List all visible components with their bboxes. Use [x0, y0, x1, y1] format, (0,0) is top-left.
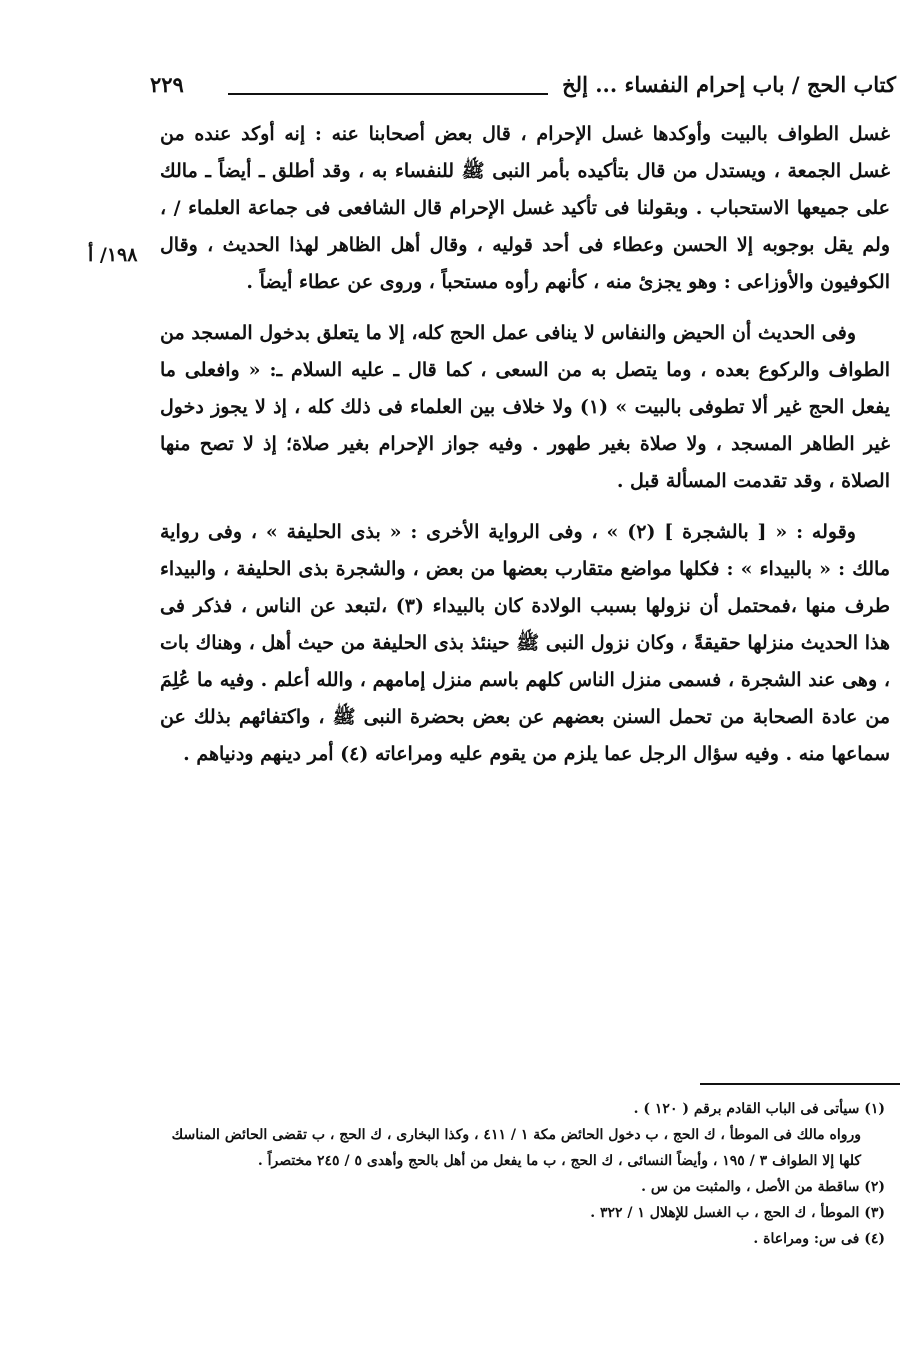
footnote-2: (٢) ساقطة من الأصل ، والمثبت من س .	[641, 1179, 885, 1195]
margin-folio-note: ١٩٨/ أ	[88, 244, 138, 266]
main-text	[160, 116, 890, 787]
footnotes	[170, 1096, 885, 1252]
paragraph-1: غسل الطواف بالبيت وأوكدها غسل الإحرام ، قال بعض أصحابنا عنه : إنه أوكد عنده من غسل الجمعة ، ويستدل من قال بتأكيده بأمر النبى ﷺ للنفساء به ، وقد أطلق ـ أيضاً ـ مالك على جميعها الاستحباب . وبقولنا فى تأكيد غسل الإحرام قال الشافعى فى جماعة العلماء / ، ولم يقل بوجوبه إلا الحسن وعطاء فى أحد قوليه ، وقال أهل الظاهر لهذا الحديث ، وقال الكوفيون والأوزاعى : وهو يجزئ منه ، كأنهم رأوه مستحباً ، وروى عن عطاء أيضاً .	[160, 123, 890, 293]
footnote-1-continuation: ورواه مالك فى الموطأ ، ك الحج ، ب دخول الحائض مكة ١ / ٤١١ ، وكذا البخارى ، ك الحج ، ب تقضى الحائض المناسك كلها إلا الطواف ٣ / ١٩٥ ، وأيضاً النسائى ، ك الحج ، ب ما يفعل من أهل بالحج وأهدى ٥ / ٢٤٥ مختصراً .	[171, 1127, 861, 1169]
paragraph-3: وقوله : « [ بالشجرة ] (٢) » ، وفى الرواية الأخرى : « بذى الحليفة » ، وفى رواية مالك : « بالبيداء » : فكلها مواضع متقارب بعضها من بعض ، والشجرة بذى الحليفة ، والبيداء طرف منها ،فمحتمل أن نزولها بسبب الولادة كان بالبيداء (٣) ،لتبعد عن الناس ، فذكر فى هذا الحديث منزلها حقيقةً ، وكان نزول النبى ﷺ حينئذ بذى الحليفة من حيث أهل ، وهناك بات ، وهى عند الشجرة ، فسمى منزل الناس كلهم باسم منزل إمامهم ، والله أعلم . وفيه ما عُلِمَ من عادة الصحابة من تحمل السنن بعضهم عن بعض بحضرة النبى ﷺ ، واكتفائهم بذلك عن سماعها منه . وفيه سؤال الرجل عما يلزم من يقوم عليه ومراعاته (٤) أمر دينهم ودنياهم .	[160, 521, 890, 765]
header-rule	[228, 93, 548, 95]
footnote-4: (٤) فى س: ومراعاة .	[753, 1231, 885, 1247]
footnote-3: (٣) الموطأ ، ك الحج ، ب الغسل للإهلال ١ / ٣٢٢ .	[590, 1205, 885, 1221]
header-title: كتاب الحج / باب إحرام النفساء ... إلخ	[562, 72, 896, 97]
paragraph-2: وفى الحديث أن الحيض والنفاس لا ينافى عمل الحج كله، إلا ما يتعلق بدخول المسجد من الطواف والركوع بعده ، وما يتصل به من السعى ، كما قال ـ عليه السلام ـ: « وافعلى ما يفعل الحج غير ألا تطوفى بالبيت » (١) ولا خلاف بين العلماء فى ذلك كله ، إذ لا يجوز دخول غير الطاهر المسجد ، ولا صلاة بغير طهور . وفيه جواز الإحرام بغير صلاة؛ إذ لا تصح منها الصلاة ، وقد تقدمت المسألة قبل .	[160, 322, 890, 492]
page-number: ٢٢٩	[150, 72, 184, 97]
footnote-1: (١) سيأتى فى الباب القادم برقم ( ١٢٠ ) .	[633, 1101, 885, 1117]
running-header	[150, 72, 896, 108]
footnote-separator	[700, 1083, 900, 1085]
